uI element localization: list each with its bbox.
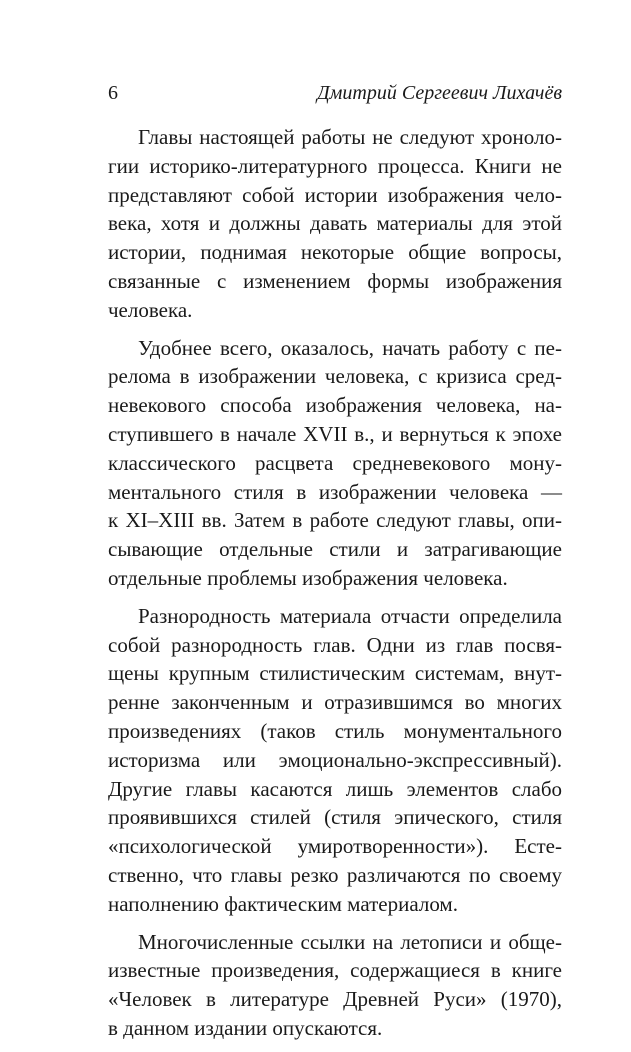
text-line: ственно, что главы резко различаются по своему — [108, 862, 562, 887]
text-line: века, хотя и должны давать материалы для этой — [108, 211, 562, 236]
text-line: ступившего в начале XVII в., и вернуться к эпохе — [108, 421, 562, 446]
text-line: известные произведения, содержащиеся в книге — [108, 958, 562, 983]
text-line: в данном издании опускаются. — [108, 1015, 383, 1040]
text-line: сывающие отдельные стили и затрагивающие — [108, 537, 562, 562]
paragraph — [108, 928, 562, 1043]
text-line: представляют собой истории изображения чело- — [108, 182, 562, 207]
text-line: связанные с изменением формы изображения — [108, 268, 562, 293]
paragraph — [108, 602, 562, 919]
text-line: проявившихся стилей (стиля эпического, стиля — [108, 805, 562, 830]
text-line: невекового способа изображения человека, на- — [108, 393, 562, 418]
running-head — [108, 80, 562, 106]
text-line: собой разнородность глав. Одни из глав посвя- — [108, 632, 562, 657]
text-line: ментального стиля в изображении человека — — [108, 479, 562, 504]
text-line: ренне законченным и отразившимся во многих — [108, 690, 562, 715]
paragraph — [108, 334, 562, 593]
page-number: 6 — [108, 82, 118, 104]
text-line: Многочисленные ссылки на летописи и обще- — [138, 929, 562, 954]
text-line: истории, поднимая некоторые общие вопросы, — [108, 240, 562, 265]
paragraph — [108, 123, 562, 325]
text-line: Удобнее всего, оказалось, начать работу с пе- — [138, 335, 562, 360]
text-line: гии историко-литературного процесса. Книги не — [108, 153, 562, 178]
text-line: отдельные проблемы изображения человека. — [108, 565, 508, 590]
text-line: Главы настоящей работы не следуют хроноло- — [138, 125, 562, 149]
text-line: «психологической умиротворенности»). Есте- — [108, 834, 562, 859]
text-line: Разнородность материала отчасти определила — [138, 603, 562, 628]
text-line: наполнению фактическим материалом. — [108, 891, 458, 916]
text-line: к XI–XIII вв. Затем в работе следуют главы, опи- — [108, 508, 562, 533]
text-line: человека. — [108, 297, 193, 322]
text-line: Другие главы касаются лишь элементов слабо — [108, 776, 562, 801]
text-line: щены крупным стилистическим системам, внут- — [108, 661, 562, 686]
text-line: релома в изображении человека, с кризиса сред- — [108, 364, 562, 389]
body-text — [108, 123, 562, 1052]
text-line: произведениях (таков стиль монументального — [108, 718, 562, 743]
text-line: «Человек в литературе Древней Руси» (1970), — [108, 987, 562, 1012]
text-line: историзма или эмоционально-экспрессивный). — [108, 747, 562, 772]
text-line: классического расцвета средневекового мону- — [108, 450, 562, 475]
running-head-author: Дмитрий Сергеевич Лихачёв — [316, 82, 562, 104]
